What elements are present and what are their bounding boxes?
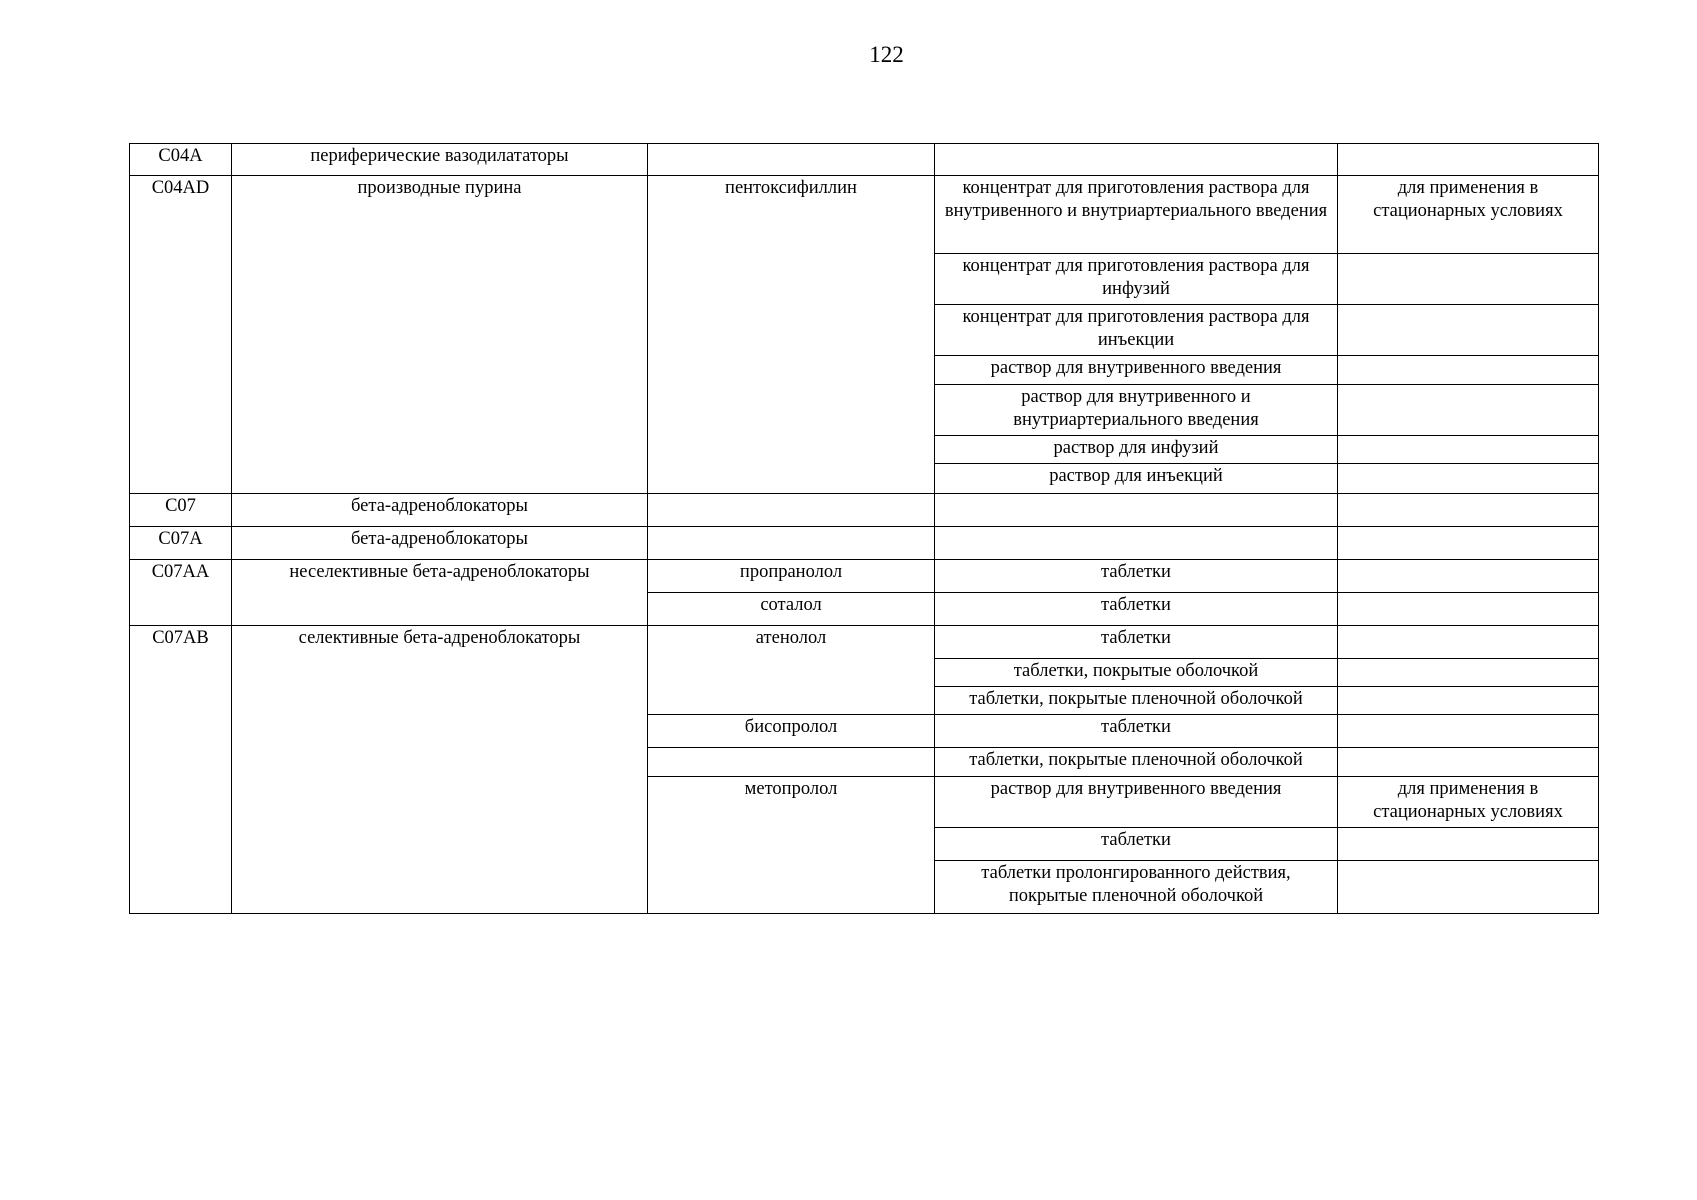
note-cell: для применения в стационарных условиях [1338,777,1599,828]
table-row [130,560,1599,593]
note-cell [1338,659,1599,687]
dosage-form-cell [935,144,1338,176]
drug-cell: бисопролол [648,715,935,748]
atc-code-cell: C07 [130,494,232,527]
dosage-form-cell: концентрат для приготовления раствора для инфузий [935,254,1338,305]
note-cell: для применения в стационарных условиях [1338,176,1599,254]
dosage-form-cell: раствор для внутривенного введения [935,777,1338,828]
note-cell [1338,748,1599,777]
note-cell [1338,464,1599,494]
note-cell [1338,687,1599,715]
note-cell [1338,494,1599,527]
group-cell: неселективные бета-адреноблокаторы [232,560,648,626]
table-row [130,176,1599,254]
drug-cell [648,144,935,176]
dosage-form-cell [935,527,1338,560]
atc-code-cell: C04AD [130,176,232,494]
page-number: 122 [869,42,904,67]
note-cell [1338,254,1599,305]
drug-cell [648,527,935,560]
dosage-form-cell: концентрат для приготовления раствора для внутривенного и внутриартериального введения [935,176,1338,254]
atc-code-cell: C07A [130,527,232,560]
note-cell [1338,144,1599,176]
note-cell [1338,593,1599,626]
dosage-form-cell: таблетки пролонгированного действия, покрытые пленочной оболочкой [935,861,1338,914]
note-cell [1338,356,1599,385]
drug-cell: пропранолол [648,560,935,593]
note-cell [1338,560,1599,593]
drug-cell [648,494,935,527]
table-row [130,494,1599,527]
group-cell: бета-адреноблокаторы [232,494,648,527]
dosage-form-cell: таблетки [935,828,1338,861]
drug-cell: атенолол [648,626,935,715]
dosage-form-cell: раствор для инфузий [935,436,1338,464]
drug-cell: пентоксифиллин [648,176,935,494]
dosage-form-cell: концентрат для приготовления раствора для инъекции [935,305,1338,356]
dosage-form-cell [935,494,1338,527]
group-cell: селективные бета-адреноблокаторы [232,626,648,914]
atc-code-cell: C07AA [130,560,232,626]
dosage-form-cell: раствор для инъекций [935,464,1338,494]
drug-cell [648,748,935,777]
dosage-form-cell: таблетки [935,593,1338,626]
dosage-form-cell: таблетки [935,715,1338,748]
dosage-form-cell: раствор для внутривенного введения [935,356,1338,385]
note-cell [1338,385,1599,436]
dosage-form-cell: таблетки [935,626,1338,659]
note-cell [1338,828,1599,861]
group-cell: периферические вазодилататоры [232,144,648,176]
dosage-form-cell: таблетки, покрытые пленочной оболочкой [935,687,1338,715]
note-cell [1338,305,1599,356]
note-cell [1338,436,1599,464]
drug-table [129,143,1599,914]
dosage-form-cell: раствор для внутривенного и внутриартериального введения [935,385,1338,436]
atc-code-cell: C04A [130,144,232,176]
note-cell [1338,527,1599,560]
note-cell [1338,626,1599,659]
dosage-form-cell: таблетки, покрытые оболочкой [935,659,1338,687]
group-cell: бета-адреноблокаторы [232,527,648,560]
drug-cell: соталол [648,593,935,626]
table-row [130,626,1599,659]
note-cell [1338,715,1599,748]
dosage-form-cell: таблетки [935,560,1338,593]
table-row [130,527,1599,560]
atc-code-cell: C07AB [130,626,232,914]
note-cell [1338,861,1599,914]
table-row [130,144,1599,176]
dosage-form-cell: таблетки, покрытые пленочной оболочкой [935,748,1338,777]
drug-cell: метопролол [648,777,935,914]
group-cell: производные пурина [232,176,648,494]
